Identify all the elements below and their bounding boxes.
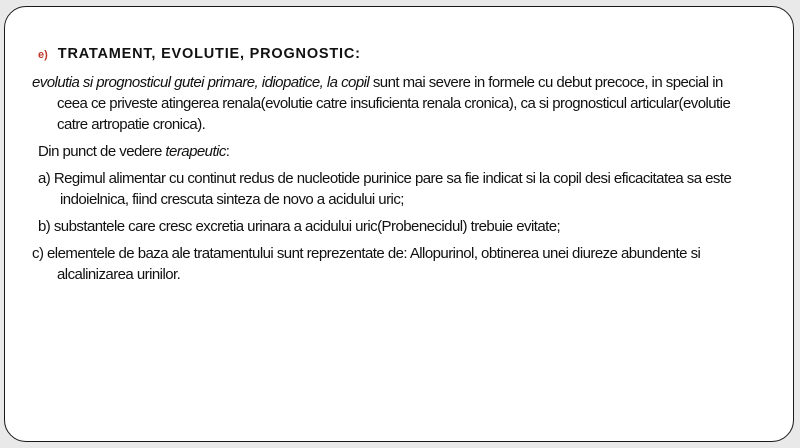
slide-frame [4, 6, 794, 442]
paragraph-evolutie-italic: evolutia si prognosticul gutei primare, idiopatice, la copil [32, 74, 370, 91]
terapeutic-italic: terapeutic [165, 143, 226, 160]
terapeutic-prefix: Din punct de vedere [38, 143, 166, 160]
paragraph-evolutie-text: sunt mai severe in formele cu debut precoce, in special in ceea ce priveste atingerea renala(evolutie catre insuficienta renala cronica), ca si prognosticul articular(evolutie catre artropatie cronica). [57, 74, 731, 133]
paragraph-a-regim: a) Regimul alimentar cu continut redus de nucleotide purinice pare sa fie indicat si la copil desi eficacitatea sa este indoielnica, fiind crescuta sinteza de novo a acidului uric; [38, 170, 732, 208]
heading-title: TRATAMENT, EVOLUTIE, PROGNOSTIC: [57, 46, 361, 62]
heading-bullet: e) [38, 49, 48, 61]
paragraph-c-tratament: c) elementele de baza ale tratamentului sunt reprezentate de: Allopurinol, obtinerea unei diureze abundente si alcalinizarea urinilor. [32, 245, 701, 283]
terapeutic-suffix: : [225, 143, 230, 160]
slide-content [32, 44, 752, 291]
paragraph-terapeutic [38, 141, 752, 162]
paragraph-evolutie [32, 72, 752, 135]
section-heading [38, 44, 752, 66]
paragraph-b-substante: b) substantele care cresc excretia urinara a acidului uric(Probenecidul) trebuie evitate; [38, 218, 561, 235]
